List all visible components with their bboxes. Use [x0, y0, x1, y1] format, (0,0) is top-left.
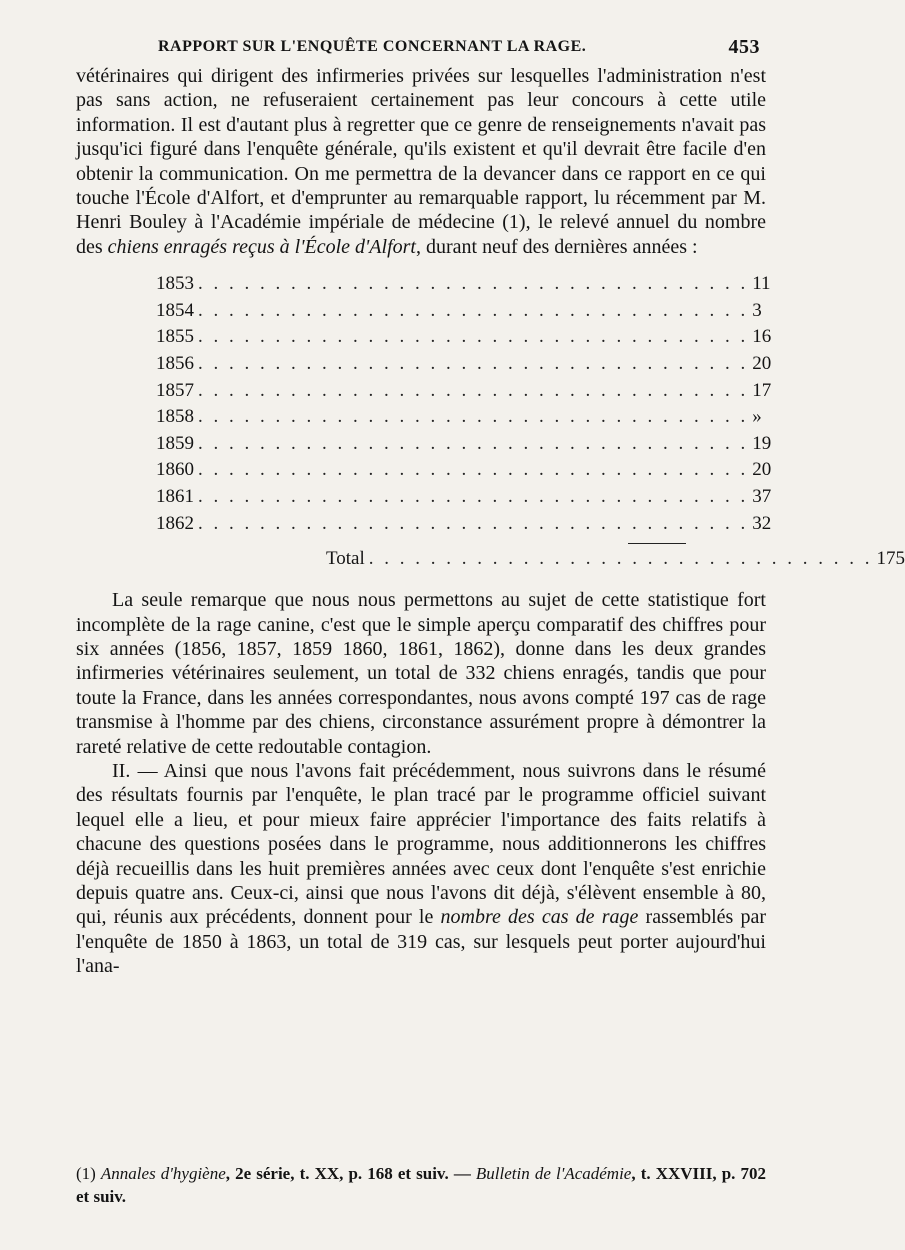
value-cell: 11 [752, 273, 771, 295]
leader-dots: . . . . . . . . . . . . . . . . . . . . . . . . . . . . . . . . . . . . [198, 512, 749, 534]
footnote-series: , 2e série, t. XX, p. 168 et suiv. — [225, 1164, 476, 1183]
page [76, 30, 905, 979]
leader-dots: . . . . . . . . . . . . . . . . . . . . . . . . . . . . . . . . . . . . [198, 486, 749, 507]
year-cell: 1861 [156, 486, 194, 507]
table-row [156, 512, 772, 540]
leader-dots: . . . . . . . . . . . . . . . . . . . . . . . . . . . . . . . . . . . . [198, 299, 749, 321]
footnote-journal-1: Annales d'hygiène [100, 1164, 226, 1183]
value-cell: 20 [752, 353, 772, 375]
paragraph-1 [76, 64, 766, 259]
leader-dots: . . . . . . . . . . . . . . . . . . . . . . . . . . . . . . . . . . . . [198, 326, 749, 348]
leader-dots: . . . . . . . . . . . . . . . . . . . . . . . . . . . . . . . . . . . . [198, 432, 749, 454]
year-cell: 1856 [156, 353, 194, 375]
paragraph-2: La seule remarque que nous nous permettons au sujet de cette statistique fort incomplète de la rage canine, c'est que le simple aperçu comparatif des chiffres pour six années (1856, 1857, 1859 1860, 1861, 1862), donne dans les deux grandes infirmeries vétérinaires seulement, un total de 332 chiens enragés, tandis que pour toute la France, dans les années correspondantes, nous avons compté 197 cas de rage transmise à l'homme par des chiens, circonstance assurément propre à démontrer la rareté relative de cette redoutable contagion. [76, 589, 766, 758]
year-cell: 1857 [156, 379, 194, 401]
page-number: 453 [728, 36, 760, 58]
paragraph-1-italic: chiens enragés reçus à l'École d'Alfort [107, 235, 416, 258]
paragraph-3-text: II. — Ainsi que nous l'avons fait précédemment, nous suivrons dans le résumé des résultats fournis par l'enquête, le plan tracé par le programme officiel suivant lequel elle a lieu, et pour mieux faire apprécier l'importance des faits relatifs à chacune des questions posées dans le programme, nous additionnerons les chiffres déjà recueillis dans les huit premières années avec ceux dont l'enquête s'est enrichie depuis quatre ans. Ceux-ci, ainsi que nous l'avons dit déjà, s'élèvent ensemble à 80, qui, réunis aux précédents, donnent pour le [76, 760, 766, 929]
paragraph-3-italic: nombre des cas de rage [440, 906, 639, 929]
year-cell: 1860 [156, 459, 194, 481]
value-cell: 3 [752, 299, 762, 321]
value-cell: 17 [752, 379, 772, 401]
total-row [326, 544, 905, 578]
value-cell: 37 [752, 486, 772, 507]
table-row [156, 326, 772, 353]
year-cell: 1854 [156, 299, 194, 321]
value-cell: 20 [752, 459, 772, 481]
table-row [156, 486, 772, 513]
paragraph-3-tail: rassemblés par l'enquête de 1850 à 1863, un total de 319 cas, sur lesquels peut porter aujourd'hui l'ana- [76, 906, 766, 978]
value-cell: 16 [752, 326, 772, 348]
value-cell: 32 [752, 512, 772, 534]
value-cell: » [752, 406, 762, 428]
leader-dots: . . . . . . . . . . . . . . . . . . . . . . . . . . . . . . . . . . . . [198, 273, 749, 295]
total-value: 175 [876, 548, 905, 570]
footnote-marker: (1) [76, 1164, 96, 1183]
year-cell: 1859 [156, 432, 194, 454]
value-cell: 19 [752, 432, 772, 454]
running-title: RAPPORT SUR L'ENQUÊTE CONCERNANT LA RAGE. [158, 38, 587, 55]
leader-dots: . . . . . . . . . . . . . . . . . . . . . . . . . . . . . . . . . . . . [198, 379, 749, 401]
paragraph-1-tail: , durant neuf des dernières années : [415, 235, 698, 258]
year-cell: 1862 [156, 512, 194, 534]
year-cell: 1855 [156, 326, 194, 348]
page-header [76, 30, 766, 64]
leader-dots: . . . . . . . . . . . . . . . . . . . . . . . . . . . . . . . . . . . . [198, 406, 749, 428]
footnote-journal-2: Bulletin de l'Académie [475, 1164, 632, 1183]
table-row [156, 273, 771, 300]
year-cell: 1853 [156, 273, 194, 295]
table-row [156, 299, 762, 327]
table-row [156, 353, 772, 380]
statistics-table [156, 273, 905, 578]
table-row [156, 379, 772, 407]
paragraph-1-text: vétérinaires qui dirigent des infirmeries privées sur lesquelles l'administration n'est pas sans action, ne refuseraient certainement pas leur concours à cette utile information. Il est d'autant plus à regretter que ce genre de renseignements n'avait pas jusqu'ici figuré dans l'enquête générale, qu'ils existent et qu'il devrait être facile d'en obtenir la communication. On me permettra de la devancer dans ce rapport en ce qui touche l'École d'Alfort, et d'emprunter au remarquable rapport, lu récemment par M. Henri Bouley à l'Académie impériale de médecine (1), le relevé annuel du nombre des [76, 65, 766, 258]
leader-dots: . . . . . . . . . . . . . . . . . . . . . . . . . . . . . . . . . . . . [198, 353, 749, 375]
footnote [76, 1162, 766, 1208]
table-row [156, 459, 772, 486]
leader-dots: . . . . . . . . . . . . . . . . . . . . . . . . . . . . . . . . . [368, 548, 873, 570]
paragraph-3 [76, 759, 766, 979]
footnote-reference-2: , t. XXVIII, p. 702 et suiv. [76, 1164, 767, 1206]
table-row [156, 406, 762, 433]
year-cell: 1858 [156, 406, 194, 428]
leader-dots: . . . . . . . . . . . . . . . . . . . . . . . . . . . . . . . . . . . . [198, 459, 749, 481]
table-row [156, 432, 772, 460]
total-label: Total [326, 548, 365, 570]
